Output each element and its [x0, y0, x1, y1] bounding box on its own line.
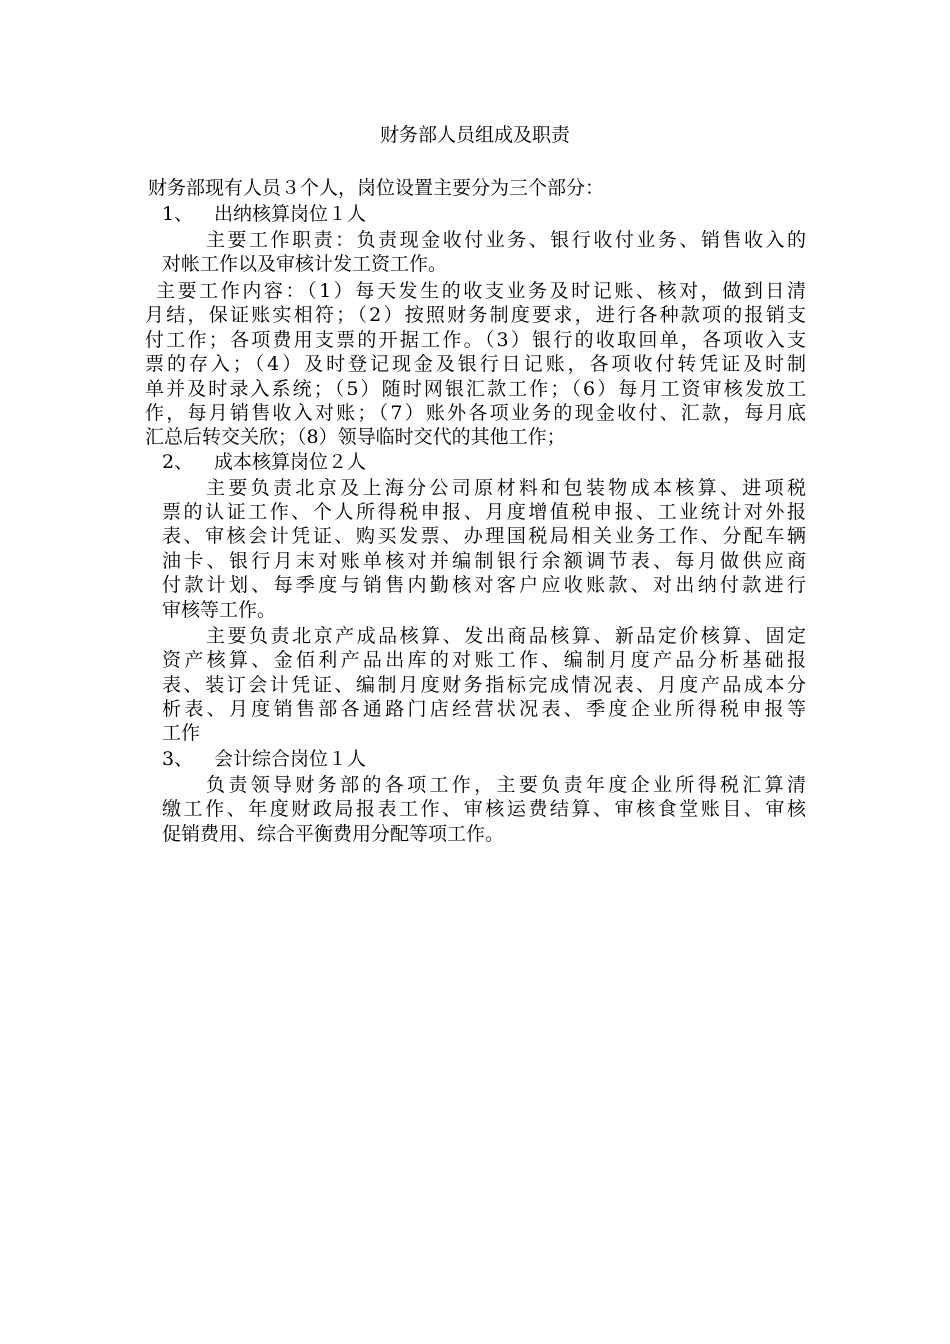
section-1-p2-line-6: 作，每月销售收入对账；（7）账外各项业务的现金收付、汇款，每月底 — [145, 402, 806, 424]
section-1-p2-line-2: 月结，保证账实相符；（2）按照财务制度要求，进行各种款项的报销支 — [145, 304, 806, 326]
section-1-number: 1、 — [162, 203, 194, 225]
section-2-p1-line-1: 主要负责北京及上海分公司原材料和包装物成本核算、进项税 — [206, 477, 806, 499]
section-3-p1-line-2: 缴工作、年度财政局报表工作、审核运费结算、审核食堂账目、审核 — [162, 798, 806, 820]
section-3-p1-line-3: 促销费用、综合平衡费用分配等项工作。 — [162, 823, 505, 845]
section-2-p1-line-4: 油卡、银行月末对账单核对并编制银行余额调节表、每月做供应商 — [162, 550, 806, 572]
section-1-p2-line-3: 付工作；各项费用支票的开据工作。（3）银行的收取回单，各项收入支 — [145, 329, 806, 351]
section-3-heading: 会计综合岗位１人 — [214, 748, 367, 770]
section-1-p2-line-1: 主要工作内容：（1）每天发生的收支业务及时记账、核对，做到日清 — [156, 280, 806, 302]
section-2-p1-line-6: 审核等工作。 — [162, 599, 277, 621]
document-title: 财务部人员组成及职责 — [379, 124, 570, 146]
section-2-heading: 成本核算岗位２人 — [214, 451, 367, 473]
section-1-p2-line-5: 单并及时录入系统；（5）随时网银汇款工作；（6）每月工资审核发放工 — [145, 378, 806, 400]
intro-line: 财务部现有人员３个人，岗位设置主要分为三个部分： — [148, 177, 605, 199]
section-2-p2-line-3: 表、装订会计凭证、编制月度财务指标完成情况表、月度产品成本分 — [162, 674, 806, 696]
section-3-number: 3、 — [162, 748, 194, 770]
section-2-p1-line-3: 表、审核会计凭证、购买发票、办理国税局相关业务工作、分配车辆 — [162, 525, 806, 547]
section-1-heading: 出纳核算岗位１人 — [214, 203, 367, 225]
section-3-p1-line-1: 负责领导财务部的各项工作，主要负责年度企业所得税汇算清 — [206, 774, 806, 796]
section-2-p1-line-5: 付款计划、每季度与销售内勤核对客户应收账款、对出纳付款进行 — [162, 574, 806, 596]
section-1-p2-line-7: 汇总后转交关欣；（8）领导临时交代的其他工作； — [145, 426, 566, 448]
section-2-p2-line-5: 工作 — [162, 722, 201, 744]
section-2-p2-line-4: 析表、月度销售部各通路门店经营状况表、季度企业所得税申报等 — [162, 698, 806, 720]
section-1-p2-line-4: 票的存入；（4）及时登记现金及银行日记账，各项收付转凭证及时制 — [145, 353, 806, 375]
section-1-p1-line-2: 对帐工作以及审核计发工资工作。 — [162, 253, 448, 275]
section-1-p1-line-1: 主要工作职责：负责现金收付业务、银行收付业务、销售收入的 — [206, 229, 806, 251]
section-2-number: 2、 — [162, 451, 194, 473]
section-2-p1-line-2: 票的认证工作、个人所得税申报、月度增值税申报、工业统计对外报 — [162, 501, 806, 523]
section-2-p2-line-2: 资产核算、金佰利产品出库的对账工作、编制月度产品分析基础报 — [162, 649, 806, 671]
section-2-p2-line-1: 主要负责北京产成品核算、发出商品核算、新品定价核算、固定 — [206, 625, 806, 647]
